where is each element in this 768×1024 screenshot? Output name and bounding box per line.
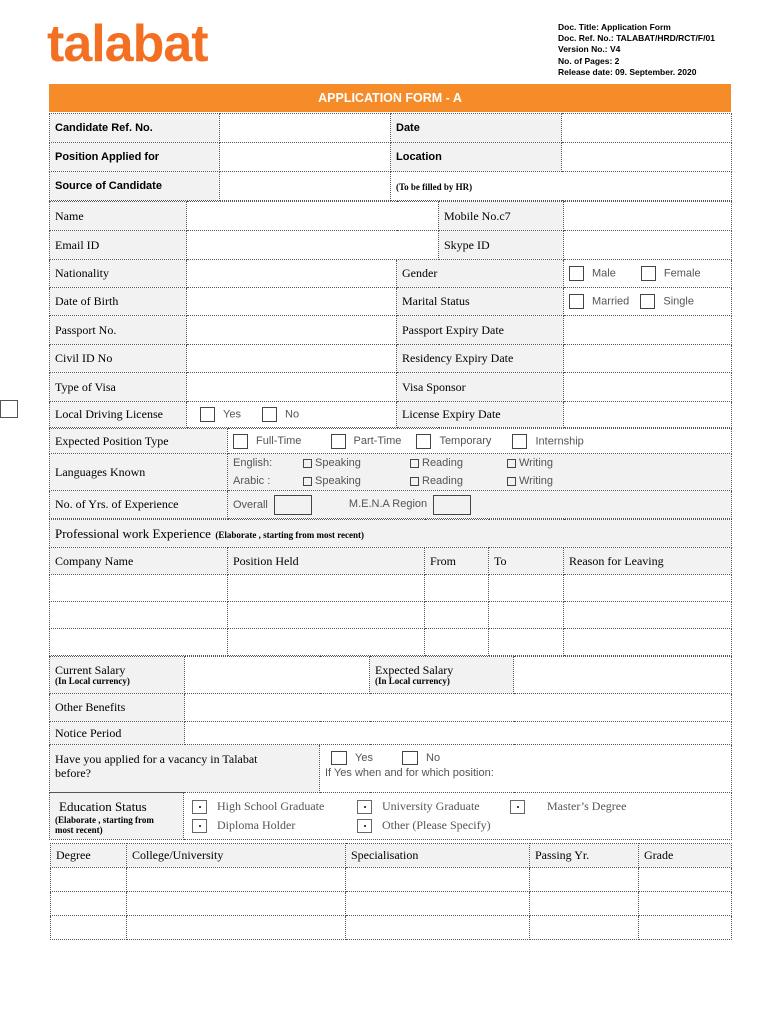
english-writing-checkbox[interactable] — [507, 459, 516, 468]
email-label: Email ID — [50, 231, 187, 260]
date-label: Date — [391, 114, 562, 143]
arabic-writing-label: Writing — [519, 475, 554, 487]
single-label: Single — [663, 295, 694, 308]
english-writing-label: Writing — [519, 457, 554, 469]
work-experience-title — [50, 520, 732, 548]
civil-id-field[interactable] — [187, 345, 397, 373]
single-checkbox[interactable] — [640, 294, 655, 309]
candidate-ref-field[interactable] — [220, 114, 391, 143]
talabat-logo: talabat — [47, 15, 208, 73]
current-salary-sub: (In Local currency) — [55, 676, 130, 686]
residency-expiry-field[interactable] — [564, 345, 732, 373]
full-time-checkbox[interactable] — [233, 434, 248, 449]
skype-field[interactable] — [564, 231, 732, 260]
hr-note — [391, 172, 732, 201]
work-experience-table — [49, 519, 732, 656]
female-checkbox[interactable] — [641, 266, 656, 281]
applied-question-line2: before? — [55, 766, 91, 780]
education-row-2 — [192, 816, 726, 835]
grade-cell[interactable] — [639, 868, 732, 892]
company-cell[interactable] — [50, 575, 228, 602]
current-salary-text: Current Salary — [55, 663, 126, 677]
specialisation-cell[interactable] — [346, 868, 530, 892]
doc-version: Version No.: V4 — [558, 44, 621, 55]
passing-year-header: Passing Yr. — [530, 844, 639, 868]
other-checkbox[interactable] — [357, 819, 372, 833]
gender-options — [564, 260, 732, 288]
education-note-1: (Elaborate , starting from — [55, 815, 154, 825]
education-row — [51, 892, 732, 916]
to-header: To — [489, 548, 564, 575]
email-field[interactable] — [187, 231, 439, 260]
license-no-label: No — [285, 408, 300, 421]
education-row — [51, 868, 732, 892]
source-field[interactable] — [220, 172, 391, 201]
overall-input[interactable] — [274, 495, 312, 515]
mobile-label: Mobile No.c7 — [439, 202, 564, 231]
license-yes-checkbox[interactable] — [200, 407, 215, 422]
college-cell[interactable] — [127, 868, 346, 892]
english-label: English: — [233, 457, 273, 469]
visa-type-field[interactable] — [187, 373, 397, 402]
female-label: Female — [663, 267, 701, 280]
civil-id-label: Civil ID No — [50, 345, 187, 373]
grade-cell[interactable] — [639, 916, 732, 940]
arabic-reading-label: Reading — [422, 475, 463, 487]
education-status-text: Education Status — [59, 799, 147, 814]
work-row — [50, 575, 732, 602]
company-cell[interactable] — [50, 629, 228, 656]
reason-cell[interactable] — [564, 575, 732, 602]
english-speaking-label: Speaking — [315, 457, 361, 469]
position-applied-field[interactable] — [220, 143, 391, 172]
male-checkbox[interactable] — [569, 266, 584, 281]
mobile-field[interactable] — [564, 202, 732, 231]
passing-year-cell[interactable] — [530, 916, 639, 940]
salary-table — [49, 656, 732, 793]
hr-note-text: (To be filled by HR) — [396, 182, 473, 192]
mena-label: M.E.N.A Region — [348, 498, 428, 511]
specialisation-header: Specialisation — [346, 844, 530, 868]
experience-label: No. of Yrs. of Experience — [50, 491, 228, 519]
passport-label: Passport No. — [50, 316, 187, 345]
current-salary-label — [50, 657, 185, 694]
languages-label: Languages Known — [50, 454, 228, 491]
english-reading-label: Reading — [422, 457, 463, 469]
expected-salary-field[interactable] — [514, 657, 732, 694]
grade-header: Grade — [639, 844, 732, 868]
license-no-checkbox[interactable] — [262, 407, 277, 422]
masters-label: Master’s Degree — [547, 799, 627, 813]
to-cell[interactable] — [489, 629, 564, 656]
diploma-checkbox[interactable] — [192, 819, 207, 833]
education-row-1 — [192, 797, 726, 816]
arabic-reading-checkbox[interactable] — [410, 477, 419, 486]
notice-label: Notice Period — [50, 722, 185, 745]
current-salary-field[interactable] — [185, 657, 370, 694]
mena-input[interactable] — [433, 495, 471, 515]
reason-cell[interactable] — [564, 629, 732, 656]
from-header: From — [425, 548, 489, 575]
diploma-label: Diploma Holder — [217, 818, 296, 832]
to-cell[interactable] — [489, 602, 564, 629]
visa-sponsor-label: Visa Sponsor — [397, 373, 564, 402]
if-yes-text: If Yes when and for which position: — [325, 767, 494, 779]
marital-options — [564, 288, 732, 316]
position-cell[interactable] — [228, 602, 425, 629]
side-checkbox[interactable] — [0, 400, 18, 418]
specialisation-cell[interactable] — [346, 892, 530, 916]
nationality-field[interactable] — [187, 260, 397, 288]
degree-cell[interactable] — [51, 916, 127, 940]
part-time-checkbox[interactable] — [331, 434, 346, 449]
male-label: Male — [592, 267, 616, 280]
arabic-row — [233, 472, 726, 490]
languages-options — [228, 454, 732, 491]
grade-cell[interactable] — [639, 892, 732, 916]
gender-label: Gender — [397, 260, 564, 288]
married-checkbox[interactable] — [569, 294, 584, 309]
work-note-text: (Elaborate , starting from most recent) — [215, 529, 365, 540]
passing-year-cell[interactable] — [530, 892, 639, 916]
expected-salary-text: Expected Salary — [375, 663, 454, 677]
notice-field[interactable] — [185, 722, 732, 745]
masters-checkbox[interactable] — [510, 800, 525, 814]
arabic-speaking-checkbox[interactable] — [303, 477, 312, 486]
college-header: College/University — [127, 844, 346, 868]
education-status-table — [49, 792, 732, 840]
expected-salary-label — [370, 657, 514, 694]
english-reading-checkbox[interactable] — [410, 459, 419, 468]
college-cell[interactable] — [127, 892, 346, 916]
specialisation-cell[interactable] — [346, 916, 530, 940]
university-label: University Graduate — [382, 799, 480, 813]
candidate-info-table — [49, 113, 732, 201]
to-cell[interactable] — [489, 575, 564, 602]
education-details-table — [50, 843, 732, 940]
position-cell[interactable] — [228, 575, 425, 602]
position-cell[interactable] — [228, 629, 425, 656]
skype-label: Skype ID — [439, 231, 564, 260]
company-header: Company Name — [50, 548, 228, 575]
reason-cell[interactable] — [564, 602, 732, 629]
arabic-writing-checkbox[interactable] — [507, 477, 516, 486]
nationality-label: Nationality — [50, 260, 187, 288]
visa-sponsor-field[interactable] — [564, 373, 732, 402]
temporary-label: Temporary — [439, 434, 492, 447]
arabic-label: Arabic : — [233, 475, 271, 487]
reason-header: Reason for Leaving — [564, 548, 732, 575]
work-title-text: Professional work Experience — [55, 525, 211, 541]
from-cell[interactable] — [425, 602, 489, 629]
driving-license-label: Local Driving License — [50, 402, 187, 428]
name-field[interactable] — [187, 202, 439, 231]
degree-header: Degree — [51, 844, 127, 868]
applied-options — [325, 751, 726, 765]
passport-expiry-field[interactable] — [564, 316, 732, 345]
passing-year-cell[interactable] — [530, 868, 639, 892]
applied-answer — [320, 745, 732, 793]
college-cell[interactable] — [127, 916, 346, 940]
internship-label: Internship — [535, 434, 584, 447]
english-speaking-checkbox[interactable] — [303, 459, 312, 468]
other-label: Other (Please Specify) — [382, 818, 491, 832]
part-time-label: Part-Time — [353, 434, 402, 447]
document-info — [558, 22, 715, 78]
education-note-2: most recent) — [55, 825, 103, 835]
english-row — [233, 454, 726, 472]
expected-position-label: Expected Position Type — [50, 429, 228, 454]
driving-license-options — [187, 402, 397, 428]
visa-type-label: Type of Visa — [50, 373, 187, 402]
applied-yes-checkbox[interactable] — [331, 751, 347, 765]
doc-pages: No. of Pages: 2 — [558, 55, 620, 66]
license-expiry-label: License Expiry Date — [397, 402, 564, 428]
arabic-speaking-label: Speaking — [315, 475, 361, 487]
overall-label: Overall — [233, 498, 268, 511]
marital-label: Marital Status — [397, 288, 564, 316]
from-cell[interactable] — [425, 629, 489, 656]
passport-field[interactable] — [187, 316, 397, 345]
doc-title: Doc. Title: Application Form — [558, 22, 671, 32]
personal-info-table — [49, 201, 732, 428]
high-school-checkbox[interactable] — [192, 800, 207, 814]
date-field[interactable] — [562, 114, 732, 143]
education-options — [184, 793, 732, 840]
form-title-banner: APPLICATION FORM - A — [49, 84, 731, 112]
location-label: Location — [391, 143, 562, 172]
company-cell[interactable] — [50, 602, 228, 629]
license-expiry-field[interactable] — [564, 402, 732, 428]
license-yes-label: Yes — [223, 408, 241, 421]
location-field[interactable] — [562, 143, 732, 172]
position-table — [49, 428, 732, 519]
work-row — [50, 629, 732, 656]
applied-no-label: No — [426, 751, 441, 764]
applied-no-checkbox[interactable] — [402, 751, 418, 765]
name-label: Name — [50, 202, 187, 231]
from-cell[interactable] — [425, 575, 489, 602]
experience-fields — [228, 491, 732, 519]
position-type-options — [228, 429, 732, 454]
benefits-field[interactable] — [185, 694, 732, 722]
work-row — [50, 602, 732, 629]
education-row — [51, 916, 732, 940]
position-applied-label: Position Applied for — [50, 143, 220, 172]
applied-question-line1: Have you applied for a vacancy in Talabat — [55, 752, 258, 766]
degree-cell[interactable] — [51, 868, 127, 892]
source-label: Source of Candidate — [50, 172, 220, 201]
position-held-header: Position Held — [228, 548, 425, 575]
candidate-ref-label: Candidate Ref. No. — [50, 114, 220, 143]
residency-expiry-label: Residency Expiry Date — [397, 345, 564, 373]
high-school-label: High School Graduate — [217, 799, 325, 813]
education-status-label — [50, 793, 184, 840]
benefits-label: Other Benefits — [50, 694, 185, 722]
applied-question — [50, 745, 320, 793]
dob-field[interactable] — [187, 288, 397, 316]
doc-ref: Doc. Ref. No.: TALABAT/HRD/RCT/F/01 — [558, 33, 715, 44]
internship-checkbox[interactable] — [512, 434, 527, 449]
expected-salary-sub: (In Local currency) — [375, 676, 450, 686]
passport-expiry-label: Passport Expiry Date — [397, 316, 564, 345]
degree-cell[interactable] — [51, 892, 127, 916]
doc-release-date: Release date: 09. September. 2020 — [558, 66, 697, 77]
applied-yes-label: Yes — [355, 751, 373, 764]
university-checkbox[interactable] — [357, 800, 372, 814]
dob-label: Date of Birth — [50, 288, 187, 316]
married-label: Married — [592, 295, 630, 308]
temporary-checkbox[interactable] — [416, 434, 431, 449]
full-time-label: Full-Time — [256, 434, 302, 447]
